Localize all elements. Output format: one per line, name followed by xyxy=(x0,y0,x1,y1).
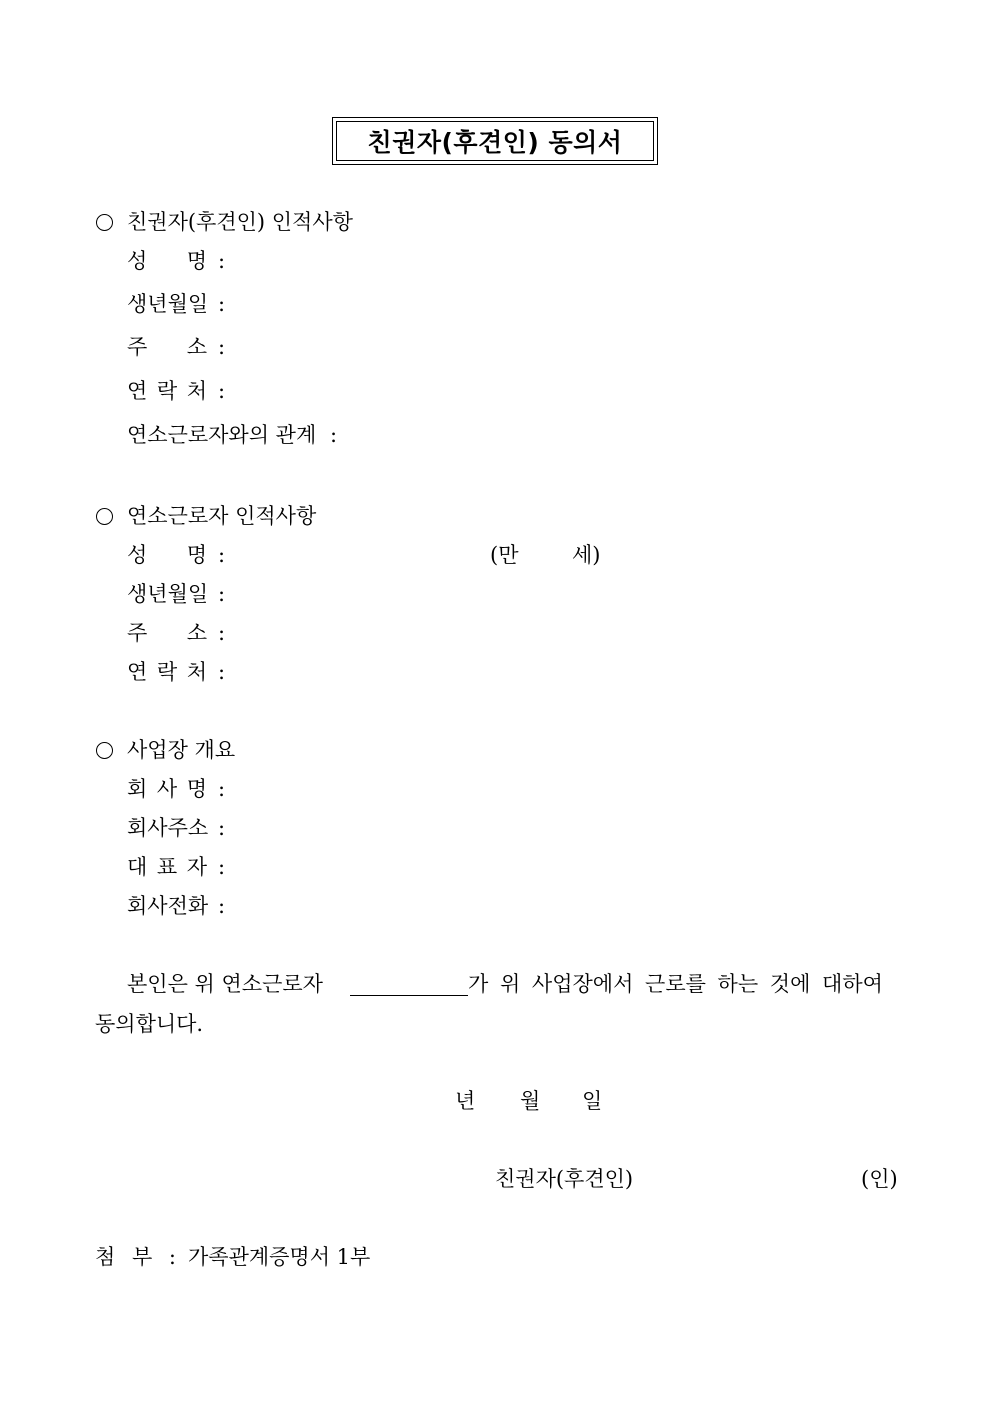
company-ceo-colon: : xyxy=(218,855,226,879)
signature-label: 친권자(후견인) xyxy=(495,1167,634,1191)
minor-birth-label: 생년월일 xyxy=(127,582,209,606)
minor-address-colon: : xyxy=(218,621,226,645)
date-month: 월 xyxy=(520,1089,541,1113)
minor-birth-colon: : xyxy=(218,582,226,606)
company-name-label: 회 사 명 xyxy=(127,777,207,801)
company-name-colon: : xyxy=(218,777,226,801)
circle-bullet-icon xyxy=(96,214,113,231)
guardian-name-label: 성 명 xyxy=(127,249,207,273)
guardian-address-colon: : xyxy=(218,335,226,359)
title-inner-border xyxy=(336,121,654,161)
minor-name-blank-line xyxy=(350,995,468,996)
guardian-relation-colon: : xyxy=(330,423,338,447)
company-phone-label: 회사전화 xyxy=(127,894,209,918)
guardian-relation-label: 연소근로자와의 관계 xyxy=(127,423,317,447)
guardian-name-colon: : xyxy=(218,249,226,273)
circle-bullet-icon xyxy=(96,508,113,525)
attachment-text: 가족관계증명서 1부 xyxy=(188,1245,371,1269)
minor-contact-label: 연 락 처 xyxy=(127,660,207,684)
statement-line2: 동의합니다. xyxy=(95,1012,204,1036)
statement-part1: 본인은 위 연소근로자 xyxy=(127,972,323,996)
guardian-birth-label: 생년월일 xyxy=(127,292,209,316)
guardian-contact-colon: : xyxy=(218,379,226,403)
company-address-colon: : xyxy=(218,816,226,840)
statement-part2: 가 위 사업장에서 근로를 하는 것에 대하여 xyxy=(468,972,883,996)
guardian-address-label: 주 소 xyxy=(127,335,207,359)
minor-age-open: (만 xyxy=(490,543,519,567)
document-title: 친권자(후견인) 동의서 xyxy=(367,128,623,157)
guardian-birth-colon: : xyxy=(218,292,226,316)
date-year: 년 xyxy=(455,1089,476,1113)
guardian-section-heading: 친권자(후견인) 인적사항 xyxy=(127,210,353,234)
minor-age-close: 세) xyxy=(572,543,601,567)
guardian-contact-label: 연 락 처 xyxy=(127,379,207,403)
signature-seal: (인) xyxy=(861,1167,898,1191)
company-address-label: 회사주소 xyxy=(127,816,209,840)
company-phone-colon: : xyxy=(218,894,226,918)
minor-section-heading: 연소근로자 인적사항 xyxy=(127,504,317,528)
company-section-heading: 사업장 개요 xyxy=(127,738,236,762)
title-box xyxy=(332,117,658,165)
company-ceo-label: 대 표 자 xyxy=(127,855,207,879)
minor-address-label: 주 소 xyxy=(127,621,207,645)
date-day: 일 xyxy=(582,1089,603,1113)
minor-name-colon: : xyxy=(218,543,226,567)
minor-contact-colon: : xyxy=(218,660,226,684)
attachment-label: 첨 부 : xyxy=(95,1245,176,1269)
circle-bullet-icon xyxy=(96,742,113,759)
minor-name-label: 성 명 xyxy=(127,543,207,567)
